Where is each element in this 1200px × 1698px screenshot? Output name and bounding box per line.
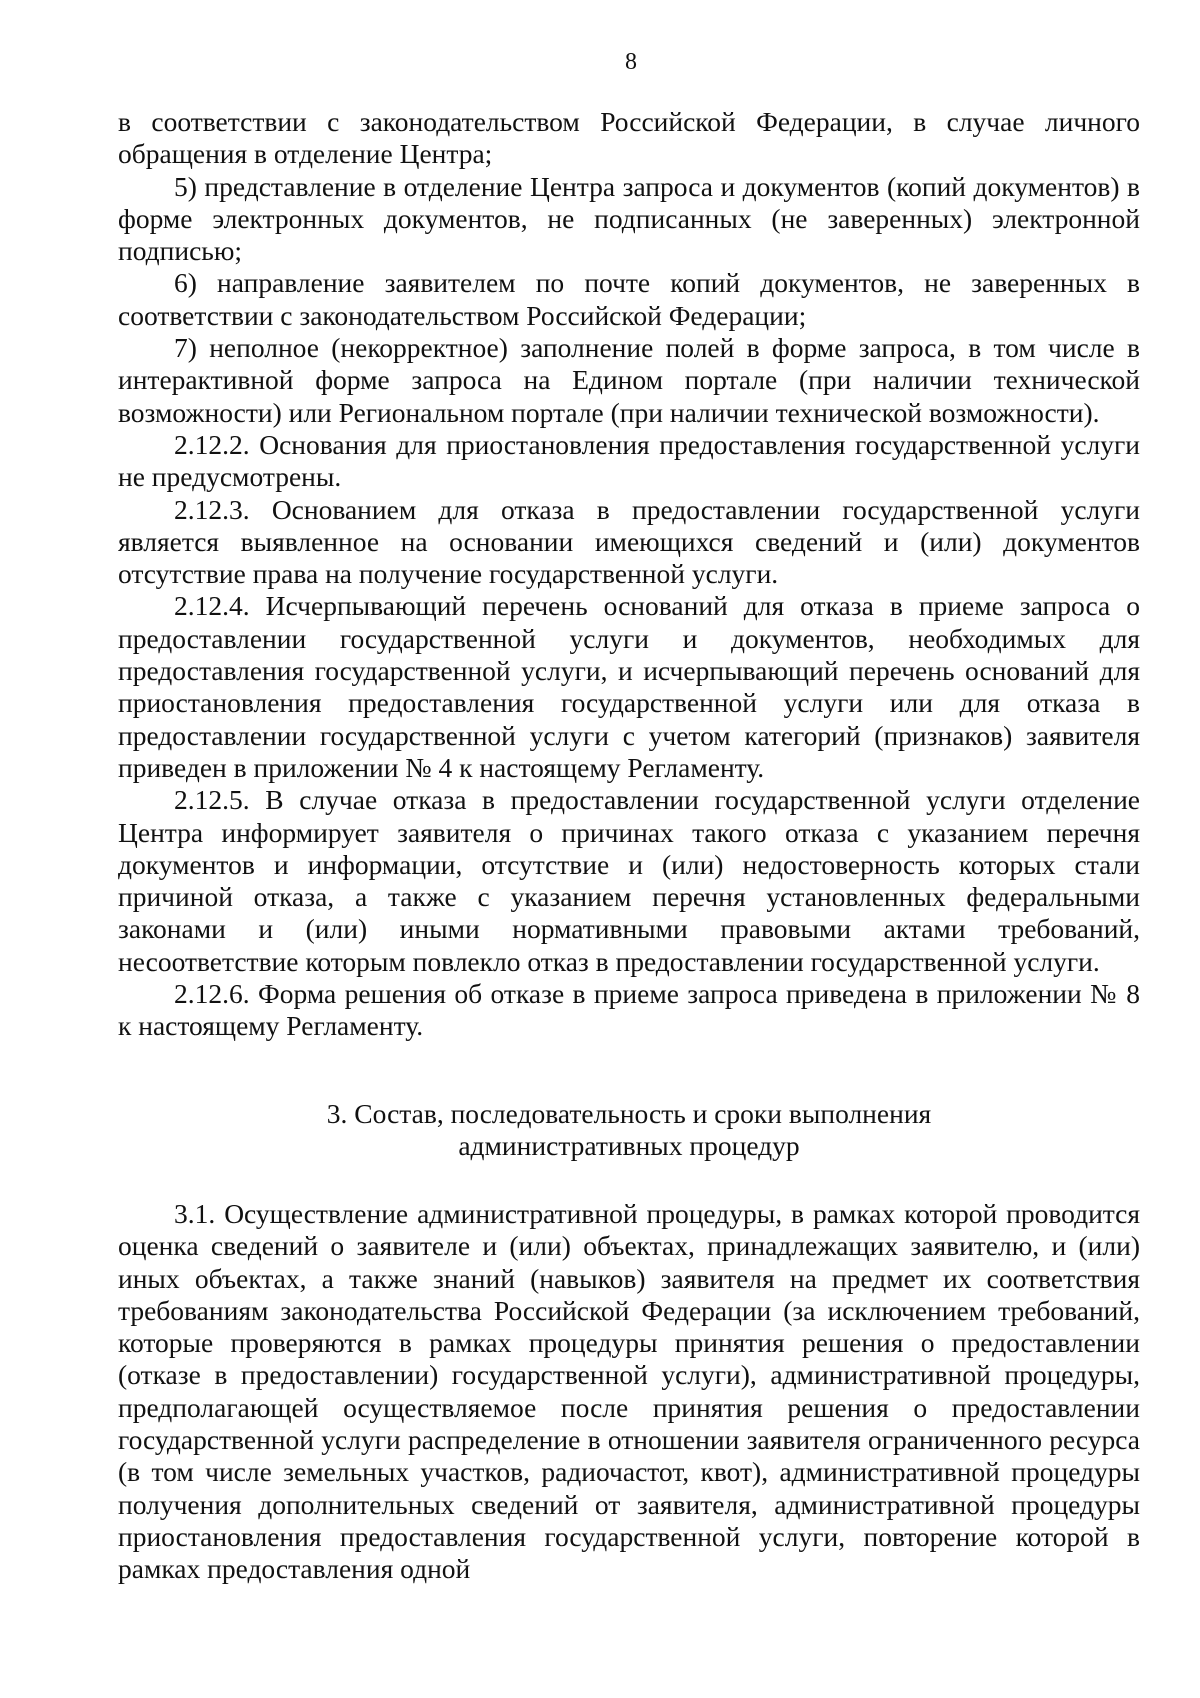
section-heading <box>118 1098 1140 1163</box>
section-heading-line-1: 3. Состав, последовательность и сроки выполнения <box>326 1098 932 1129</box>
paragraph-2-12-3: 2.12.3. Основанием для отказа в предоставлении государственной услуги является выявленное на основании имеющихся сведений и (или) документов отсутствие права на получение государственной услуги. <box>118 493 1140 590</box>
paragraph-item-5: 5) представление в отделение Центра запроса и документов (копий документов) в форме электронных документов, не подписанных (не заверенных) электронной подписью; <box>118 170 1140 267</box>
body-text <box>118 106 1140 1043</box>
section-heading-line-2: административных процедур <box>458 1130 800 1162</box>
paragraph-2-12-6: 2.12.6. Форма решения об отказе в приеме запроса приведена в приложении № 8 к настоящему Регламенту. <box>118 978 1140 1042</box>
paragraph-continuation: в соответствии с законодательством Российской Федерации, в случае личного обращения в отделение Центра; <box>118 106 1140 170</box>
paragraph-2-12-2: 2.12.2. Основания для приостановления предоставления государственной услуги не предусмотрены. <box>118 428 1140 493</box>
paragraph-3-1: 3.1. Осуществление административной процедуры, в рамках которой проводится оценка сведений о заявителе и (или) объектах, принадлежащих заявителю, и (или) иных объектах, а также знаний (навыков) заявителя на предмет их соответствия требованиям законодательства Российской Федерации (за исключением требований, которые проверяются в рамках процедуры принятия решения о предоставлении (отказе в предоставлении) государственной услуги), административной процедуры, предполагающей осуществляемое после принятия решения о предоставлении государственной услуги распределение в отношении заявителя ограниченного ресурса (в том числе земельных участков, радиочастот, квот), административной процедуры получения дополнительных сведений от заявителя, административной процедуры приостановления предоставления государственной услуги, повторение которой в рамках предоставления одной <box>118 1198 1140 1585</box>
paragraph-item-7: 7) неполное (некорректное) заполнение полей в форме запроса, в том числе в интерактивной форме запроса на Едином портале (при наличии технической возможности) или Региональном портале (при наличии технической возможности). <box>118 332 1140 428</box>
paragraph-item-6: 6) направление заявителем по почте копий документов, не заверенных в соответствии с законодательством Российской Федерации; <box>118 267 1140 331</box>
section-body <box>118 1198 1140 1586</box>
page-number: 8 <box>625 49 637 75</box>
paragraph-2-12-5: 2.12.5. В случае отказа в предоставлении государственной услуги отделение Центра информирует заявителя о причинах такого отказа с указанием перечня документов и информации, отсутствие и (или) недостоверность которых стали причиной отказа, а также с указанием перечня установленных федеральными законами и (или) иными нормативными правовыми актами требований, несоответствие которым повлекло отказ в предоставлении государственной услуги. <box>118 784 1140 977</box>
paragraph-2-12-4: 2.12.4. Исчерпывающий перечень оснований для отказа в приеме запроса о предоставлении государственной услуги и документов, необходимых для предоставления государственной услуги, и исчерпывающий перечень оснований для приостановления предоставления государственной услуги или для отказа в предоставлении государственной услуги с учетом категорий (признаков) заявителя приведен в приложении № 4 к настоящему Регламенту. <box>118 590 1140 783</box>
